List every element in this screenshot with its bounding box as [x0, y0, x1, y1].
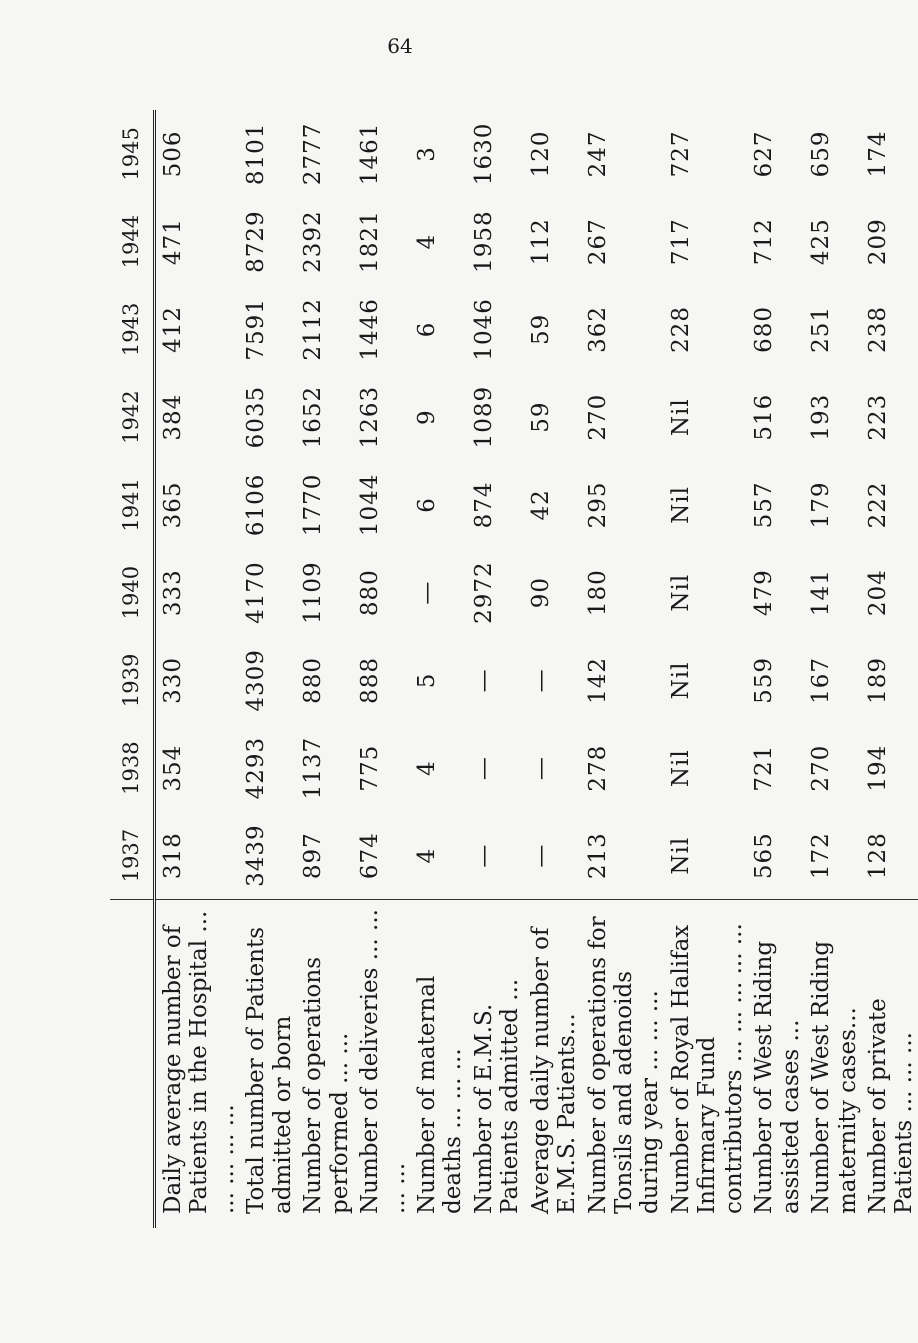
table-row [524, 110, 581, 1228]
table-cell: 8101 [243, 122, 270, 186]
row-label: Number of operations for Tonsils and adenoids during year ... ... ... [581, 900, 664, 1228]
table-cell: 1046 [470, 298, 497, 361]
table-cell: 897 [300, 832, 327, 880]
table-cell: 4170 [243, 561, 270, 624]
year-header: 1942 [110, 373, 155, 461]
table-cell: 42 [527, 489, 554, 521]
table-cell: 3 [413, 146, 440, 162]
header-row [110, 110, 155, 1228]
table-cell: Nil [667, 661, 694, 700]
table-cell: 223 [864, 393, 891, 441]
hospital-statistics-table [110, 110, 918, 1228]
table-cell: 1770 [300, 473, 327, 537]
table-cell: 5 [413, 672, 440, 689]
label-column-header [110, 900, 155, 1228]
year-header: 1941 [110, 461, 155, 549]
table-cell: 4 [413, 847, 440, 864]
table-cell: 142 [584, 656, 611, 704]
table-cell: 330 [160, 656, 186, 704]
table-cell: 6 [413, 321, 440, 338]
table-cell: 4 [413, 760, 440, 776]
year-header: 1939 [110, 637, 155, 725]
table-cell: 120 [527, 130, 554, 178]
table-cell: — [470, 843, 497, 868]
row-label: Number of West Riding maternity cases... [804, 900, 861, 1228]
row-label: Total number of Patients admitted or born [239, 900, 296, 1228]
table-cell: 295 [584, 481, 611, 529]
table-cell: 251 [808, 305, 835, 353]
year-header: 1943 [110, 286, 155, 374]
table-cell: 2112 [300, 298, 327, 361]
table-cell: Nil [667, 836, 694, 875]
table-cell: 880 [300, 656, 327, 704]
table-cell: 1821 [357, 210, 384, 273]
table-cell: 270 [808, 744, 835, 792]
table-row [353, 110, 410, 1228]
table-cell: 193 [808, 393, 835, 441]
table-row [239, 110, 296, 1228]
table-cell: 189 [864, 656, 891, 704]
table-cell: 59 [527, 313, 554, 346]
table-cell: 880 [357, 569, 384, 617]
table-cell: 141 [808, 569, 835, 617]
table-cell: 2972 [470, 561, 497, 624]
table-cell: 2392 [300, 210, 327, 273]
year-header: 1938 [110, 724, 155, 812]
row-label: Number of E.M.S. Patients admitted ... [467, 900, 524, 1228]
table-cell: 425 [808, 218, 835, 266]
table-cell: 6106 [243, 473, 270, 537]
table-cell: 213 [584, 832, 611, 880]
table-row [747, 110, 804, 1228]
table-cell: 1089 [470, 385, 497, 449]
table-cell: 1109 [300, 561, 327, 624]
table-row [581, 110, 664, 1228]
table-row [296, 110, 353, 1228]
table-cell: Nil [667, 573, 694, 612]
table-cell: — [527, 756, 554, 781]
row-label: Daily average number of Patients in the Hospital ... ... ... ... ... [155, 900, 240, 1228]
table-cell: 412 [160, 305, 186, 353]
table-cell: 112 [527, 218, 554, 266]
table-cell: — [470, 668, 497, 693]
table-cell: 2777 [300, 122, 327, 186]
table-cell: 9 [413, 409, 440, 425]
table-cell: 238 [864, 305, 891, 353]
table-cell: 471 [160, 218, 186, 266]
table-cell: 674 [357, 832, 384, 880]
table-cell: 59 [527, 401, 554, 433]
table-cell: 1137 [300, 736, 327, 800]
table-cell: 172 [808, 832, 835, 880]
year-header: 1945 [110, 110, 155, 198]
table-cell: 680 [751, 305, 778, 353]
table-cell: 278 [584, 744, 611, 792]
table-cell: 1461 [357, 122, 384, 186]
table-row [410, 110, 467, 1228]
table-row [467, 110, 524, 1228]
table-cell: 874 [470, 481, 497, 529]
table-cell: 180 [584, 569, 611, 617]
table-cell: 1263 [357, 385, 384, 449]
table-cell: 1044 [357, 473, 384, 537]
rotated-table-container [110, 110, 918, 1228]
table-cell: 194 [864, 744, 891, 792]
table-cell: 8729 [243, 210, 270, 273]
table-cell: 775 [357, 744, 384, 792]
table-cell: 384 [160, 393, 186, 441]
table-cell: Nil [667, 485, 694, 524]
table-cell: 209 [864, 218, 891, 266]
table-cell: Nil [667, 398, 694, 437]
table-row [861, 110, 918, 1228]
table-cell: 318 [160, 832, 186, 880]
table-cell: 128 [864, 832, 891, 880]
table-cell: 4309 [243, 649, 270, 712]
table-cell: 362 [584, 305, 611, 353]
page-number: 64 [387, 34, 413, 58]
row-label: Number of Royal Halifax Infirmary Fund contributors ... ... ... ... ... [664, 900, 747, 1228]
year-header: 1940 [110, 549, 155, 637]
table-cell: 179 [808, 481, 835, 529]
table-cell: 627 [751, 130, 778, 178]
year-header: 1937 [110, 812, 155, 900]
table-cell: 222 [864, 481, 891, 529]
table-cell: 267 [584, 218, 611, 266]
table-cell: 6 [413, 497, 440, 513]
table-cell: 479 [751, 569, 778, 617]
table-cell: 270 [584, 393, 611, 441]
row-label: Number of maternal deaths ... ... ... [410, 900, 467, 1228]
table-cell: 3439 [243, 824, 270, 887]
table-cell: 712 [751, 218, 778, 266]
table-cell: 228 [667, 305, 694, 353]
table-cell: 4293 [243, 736, 270, 800]
row-label: Number of operations performed ... ... [296, 900, 353, 1228]
table-cell: 506 [160, 130, 186, 178]
table-cell: 7591 [243, 298, 270, 361]
table-cell: 174 [864, 130, 891, 178]
table-cell: 4 [413, 233, 440, 250]
table-cell: 1652 [300, 385, 327, 449]
table-row [155, 110, 240, 1228]
table-row [804, 110, 861, 1228]
table-cell: 247 [584, 130, 611, 178]
table-cell: — [470, 756, 497, 781]
row-label: Number of private Patients ... ... ... [861, 900, 918, 1228]
table-cell: 888 [357, 656, 384, 704]
table-cell: 516 [751, 393, 778, 441]
table-cell: 1630 [470, 122, 497, 186]
table-cell: 354 [160, 744, 186, 792]
table-cell: 659 [808, 130, 835, 178]
table-cell: — [527, 843, 554, 868]
row-label: Number of deliveries ... ... ... ... [353, 900, 410, 1228]
table-cell: 90 [527, 577, 554, 609]
table-cell: — [413, 580, 440, 605]
table-cell: 717 [667, 218, 694, 266]
table-cell: 565 [751, 832, 778, 880]
table-row [664, 110, 747, 1228]
table-cell: 557 [751, 481, 778, 529]
row-label: Number of West Riding assisted cases ... [747, 900, 804, 1228]
table-cell: 1446 [357, 298, 384, 361]
table-cell: 167 [808, 656, 835, 704]
table-cell: — [527, 668, 554, 693]
table-cell: 1958 [470, 210, 497, 273]
year-header: 1944 [110, 198, 155, 286]
table-cell: 721 [751, 744, 778, 792]
table-cell: Nil [667, 749, 694, 788]
table-cell: 333 [160, 569, 186, 617]
table-cell: 365 [160, 481, 186, 529]
table-cell: 6035 [243, 385, 270, 449]
table-cell: 559 [751, 656, 778, 704]
table-cell: 204 [864, 569, 891, 617]
table-cell: 727 [667, 130, 694, 178]
row-label: Average daily number of E.M.S. Patients... [524, 900, 581, 1228]
